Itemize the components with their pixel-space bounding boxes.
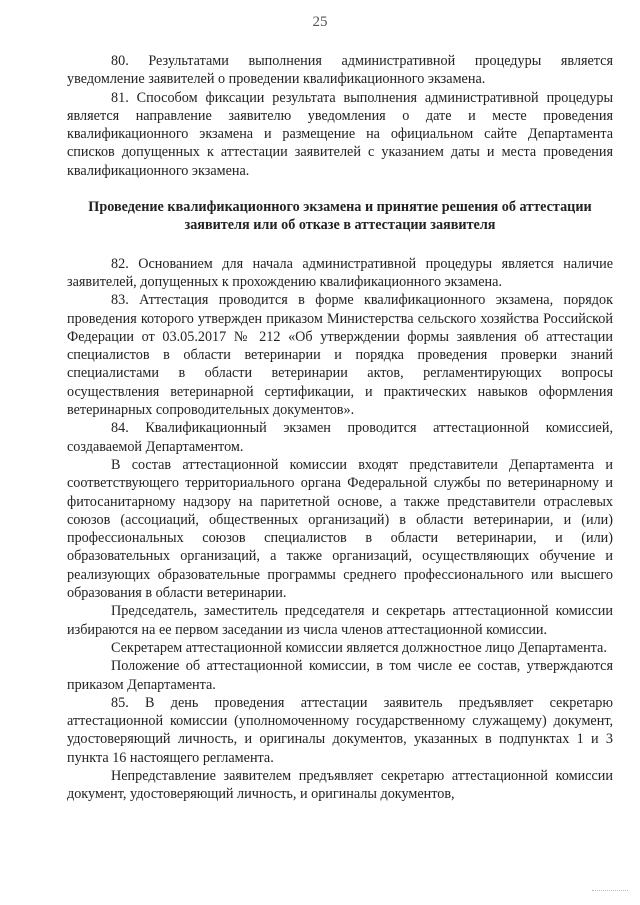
paragraph-commission-composition: В состав аттестационной комиссии входят представители Департамента и соответствующего территориального органа Федеральной службы по ветеринарному и фитосанитарному надзору на паритетной основе, а также представители отраслевых союзов (ассоциаций, общественных организаций) в области ветеринарии, и (или) профессиональных союзов специалистов в области ветеринарии, и (или) образовательных организаций, а также организаций, осуществляющих обучение и реализующих образовательные программы среднего профессионального или высшего образования в области ветеринарии. [67, 456, 613, 602]
paragraph-82: 82. Основанием для начала административной процедуры является наличие заявителей, допущенных к прохождению квалификационного экзамена. [67, 255, 613, 290]
paragraph-non-submission: Непредставление заявителем предъявляет секретарю аттестационной комиссии документ, удостоверяющий личность, и оригиналы документов, [67, 767, 613, 803]
scan-artifact [592, 890, 628, 893]
paragraph-85: 85. В день проведения аттестации заявитель предъявляет секретарю аттестационной комиссии (уполномоченному государственному служащему) документ, удостоверяющий личность, и оригиналы документов, указанных в подпунктах 1 и 3 пункта 16 настоящего регламента. [67, 694, 613, 766]
paragraph-secretary: Секретарем аттестационной комиссии является должностное лицо Департамента. [111, 639, 607, 656]
paragraph-80: 80. Результатами выполнения административной процедуры является уведомление заявителей о проведении квалификационного экзамена. [67, 53, 613, 88]
page-number: 25 [312, 14, 328, 30]
paragraph-chairman: Председатель, заместитель председателя и секретарь аттестационной комиссии избираются на ее первом заседании из числа членов аттестационной комиссии. [67, 603, 613, 638]
section-heading: Проведение квалификационного экзамена и принятие решения об аттестации заявителя или об отказе в аттестации заявителя [88, 199, 592, 234]
paragraph-83: 83. Аттестация проводится в форме квалификационного экзамена, порядок проведения которого утвержден приказом Министерства сельского хозяйства Российской Федерации от 03.05.2017 № 212 «Об утверждении формы заявления об аттестации специалистов в области ветеринарии и порядка проведения проверки знаний специалистами в области ветеринарии актов, регламентирующих вопросы осуществления ветеринарной сертификации, и практических навыков оформления ветеринарных сопроводительных документов». [67, 292, 613, 419]
paragraph-84: 84. Квалификационный экзамен проводится аттестационной комиссией, создаваемой Департаментом. [67, 420, 613, 455]
paragraph-regulation: Положение об аттестационной комиссии, в том числе ее состав, утверждаются приказом Департамента. [67, 658, 613, 693]
document-body [67, 52, 613, 804]
paragraph-81: 81. Способом фиксации результата выполнения административной процедуры является направление заявителю уведомления о дате и месте проведения квалификационного экзамена и размещение на официальном сайте Департамента списков допущенных к аттестации заявителей с указанием даты и места проведения квалификационного экзамена. [67, 89, 613, 179]
